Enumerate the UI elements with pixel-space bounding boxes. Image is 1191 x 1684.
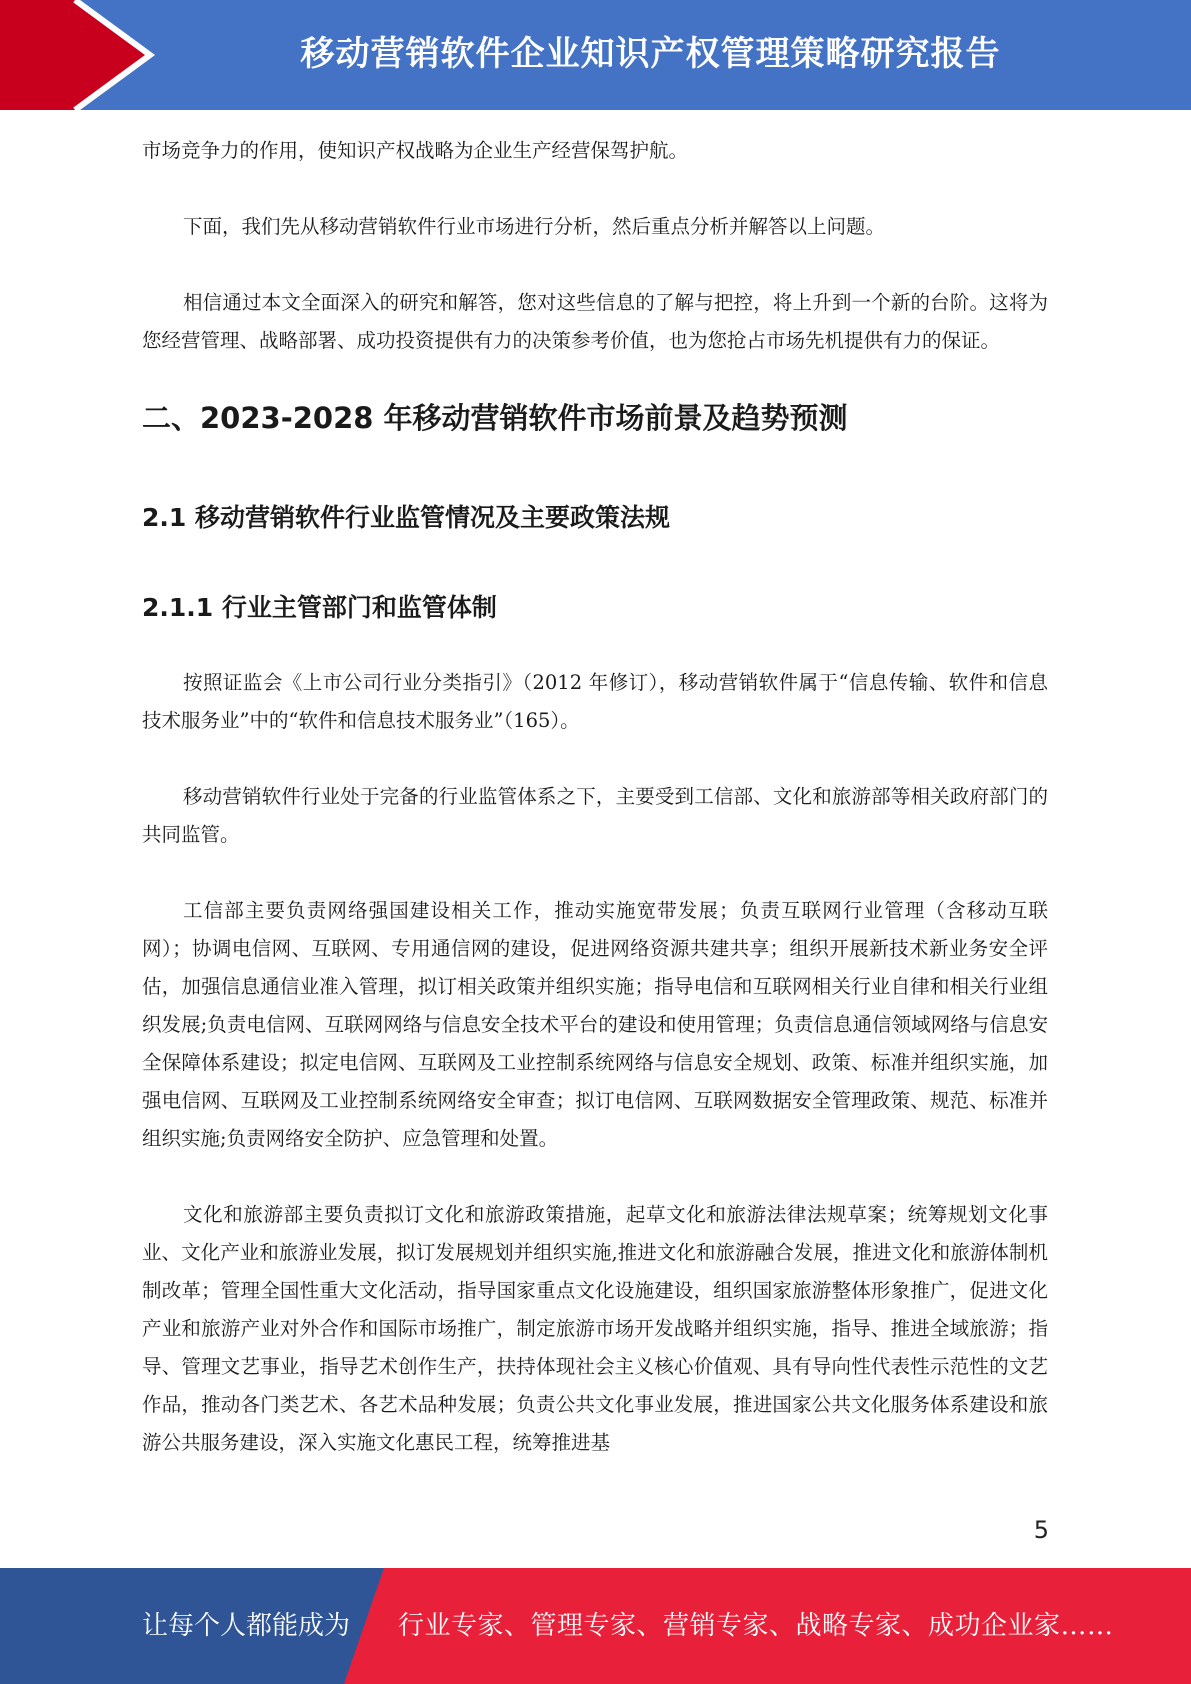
footer-slogan-right: 行业专家、管理专家、营销专家、战略专家、成功企业家…… (398, 1611, 1114, 1641)
footer-slogan-left: 让每个人都能成为 (142, 1611, 351, 1641)
paragraph-value: 相信通过本文全面深入的研究和解答，您对这些信息的了解与把控，将上升到一个新的台阶。这将为您经营管理、战略部署、成功投资提供有力的决策参考价值，也为您抢占市场先机提供有力的保证。 (142, 291, 1048, 352)
paragraph-classification: 按照证监会《上市公司行业分类指引》（2012 年修订），移动营销软件属于“信息传输、软件和信息技术服务业”中的“软件和信息技术服务业”（165）。 (142, 671, 1048, 732)
header-arrow-decoration (0, 0, 160, 110)
paragraph-intro: 下面，我们先从移动营销软件行业市场进行分析，然后重点分析并解答以上问题。 (183, 215, 886, 238)
paragraph-regulation: 移动营销软件行业处于完备的行业监管体系之下，主要受到工信部、文化和旅游部等相关政府部门的共同监管。 (142, 785, 1048, 846)
paragraph-continuation: 市场竞争力的作用，使知识产权战略为企业生产经营保驾护航。 (142, 139, 689, 162)
paragraph-miit: 工信部主要负责网络强国建设相关工作，推动实施宽带发展；负责互联网行业管理（含移动互联网）；协调电信网、互联网、专用通信网的建设，促进网络资源共建共享；组织开展新技术新业务安全评估，加强信息通信业准入管理，拟订相关政策并组织实施；指导电信和互联网相关行业自律和相关行业组织发展;负责电信网、互联网网络与信息安全技术平台的建设和使用管理；负责信息通信领域网络与信息安全保障体系建设；拟定电信网、互联网及工业控制系统网络与信息安全规划、政策、标准并组织实施，加强电信网、互联网及工业控制系统网络安全审查；拟订电信网、互联网数据安全管理政策、规范、标准并组织实施;负责网络安全防护、应急管理和处置。 (142, 899, 1048, 1150)
header-banner (0, 0, 1191, 110)
page-number: 5 (1033, 1516, 1049, 1544)
footer-banner (0, 1568, 1191, 1684)
subsection-heading: 2.1 移动营销软件行业监管情况及主要政策法规 (142, 503, 670, 532)
document-body (142, 132, 1048, 1500)
report-title: 移动营销软件企业知识产权管理策略研究报告 (300, 34, 1001, 74)
subsubsection-heading: 2.1.1 行业主管部门和监管体制 (142, 593, 497, 622)
paragraph-culture-tourism: 文化和旅游部主要负责拟订文化和旅游政策措施，起草文化和旅游法律法规草案；统筹规划文化事业、文化产业和旅游业发展，拟订发展规划并组织实施,推进文化和旅游融合发展，推进文化和旅游体制机制改革；管理全国性重大文化活动，指导国家重点文化设施建设，组织国家旅游整体形象推广，促进文化产业和旅游产业对外合作和国际市场推广，制定旅游市场开发战略并组织实施，指导、推进全域旅游；指导、管理文艺事业，指导艺术创作生产，扶持体现社会主义核心价值观、具有导向性代表性示范性的文艺作品，推动各门类艺术、各艺术品种发展；负责公共文化事业发展，推进国家公共文化服务体系建设和旅游公共服务建设，深入实施文化惠民工程，统筹推进基 (142, 1203, 1048, 1454)
section-heading: 二、2023-2028 年移动营销软件市场前景及趋势预测 (142, 401, 848, 435)
